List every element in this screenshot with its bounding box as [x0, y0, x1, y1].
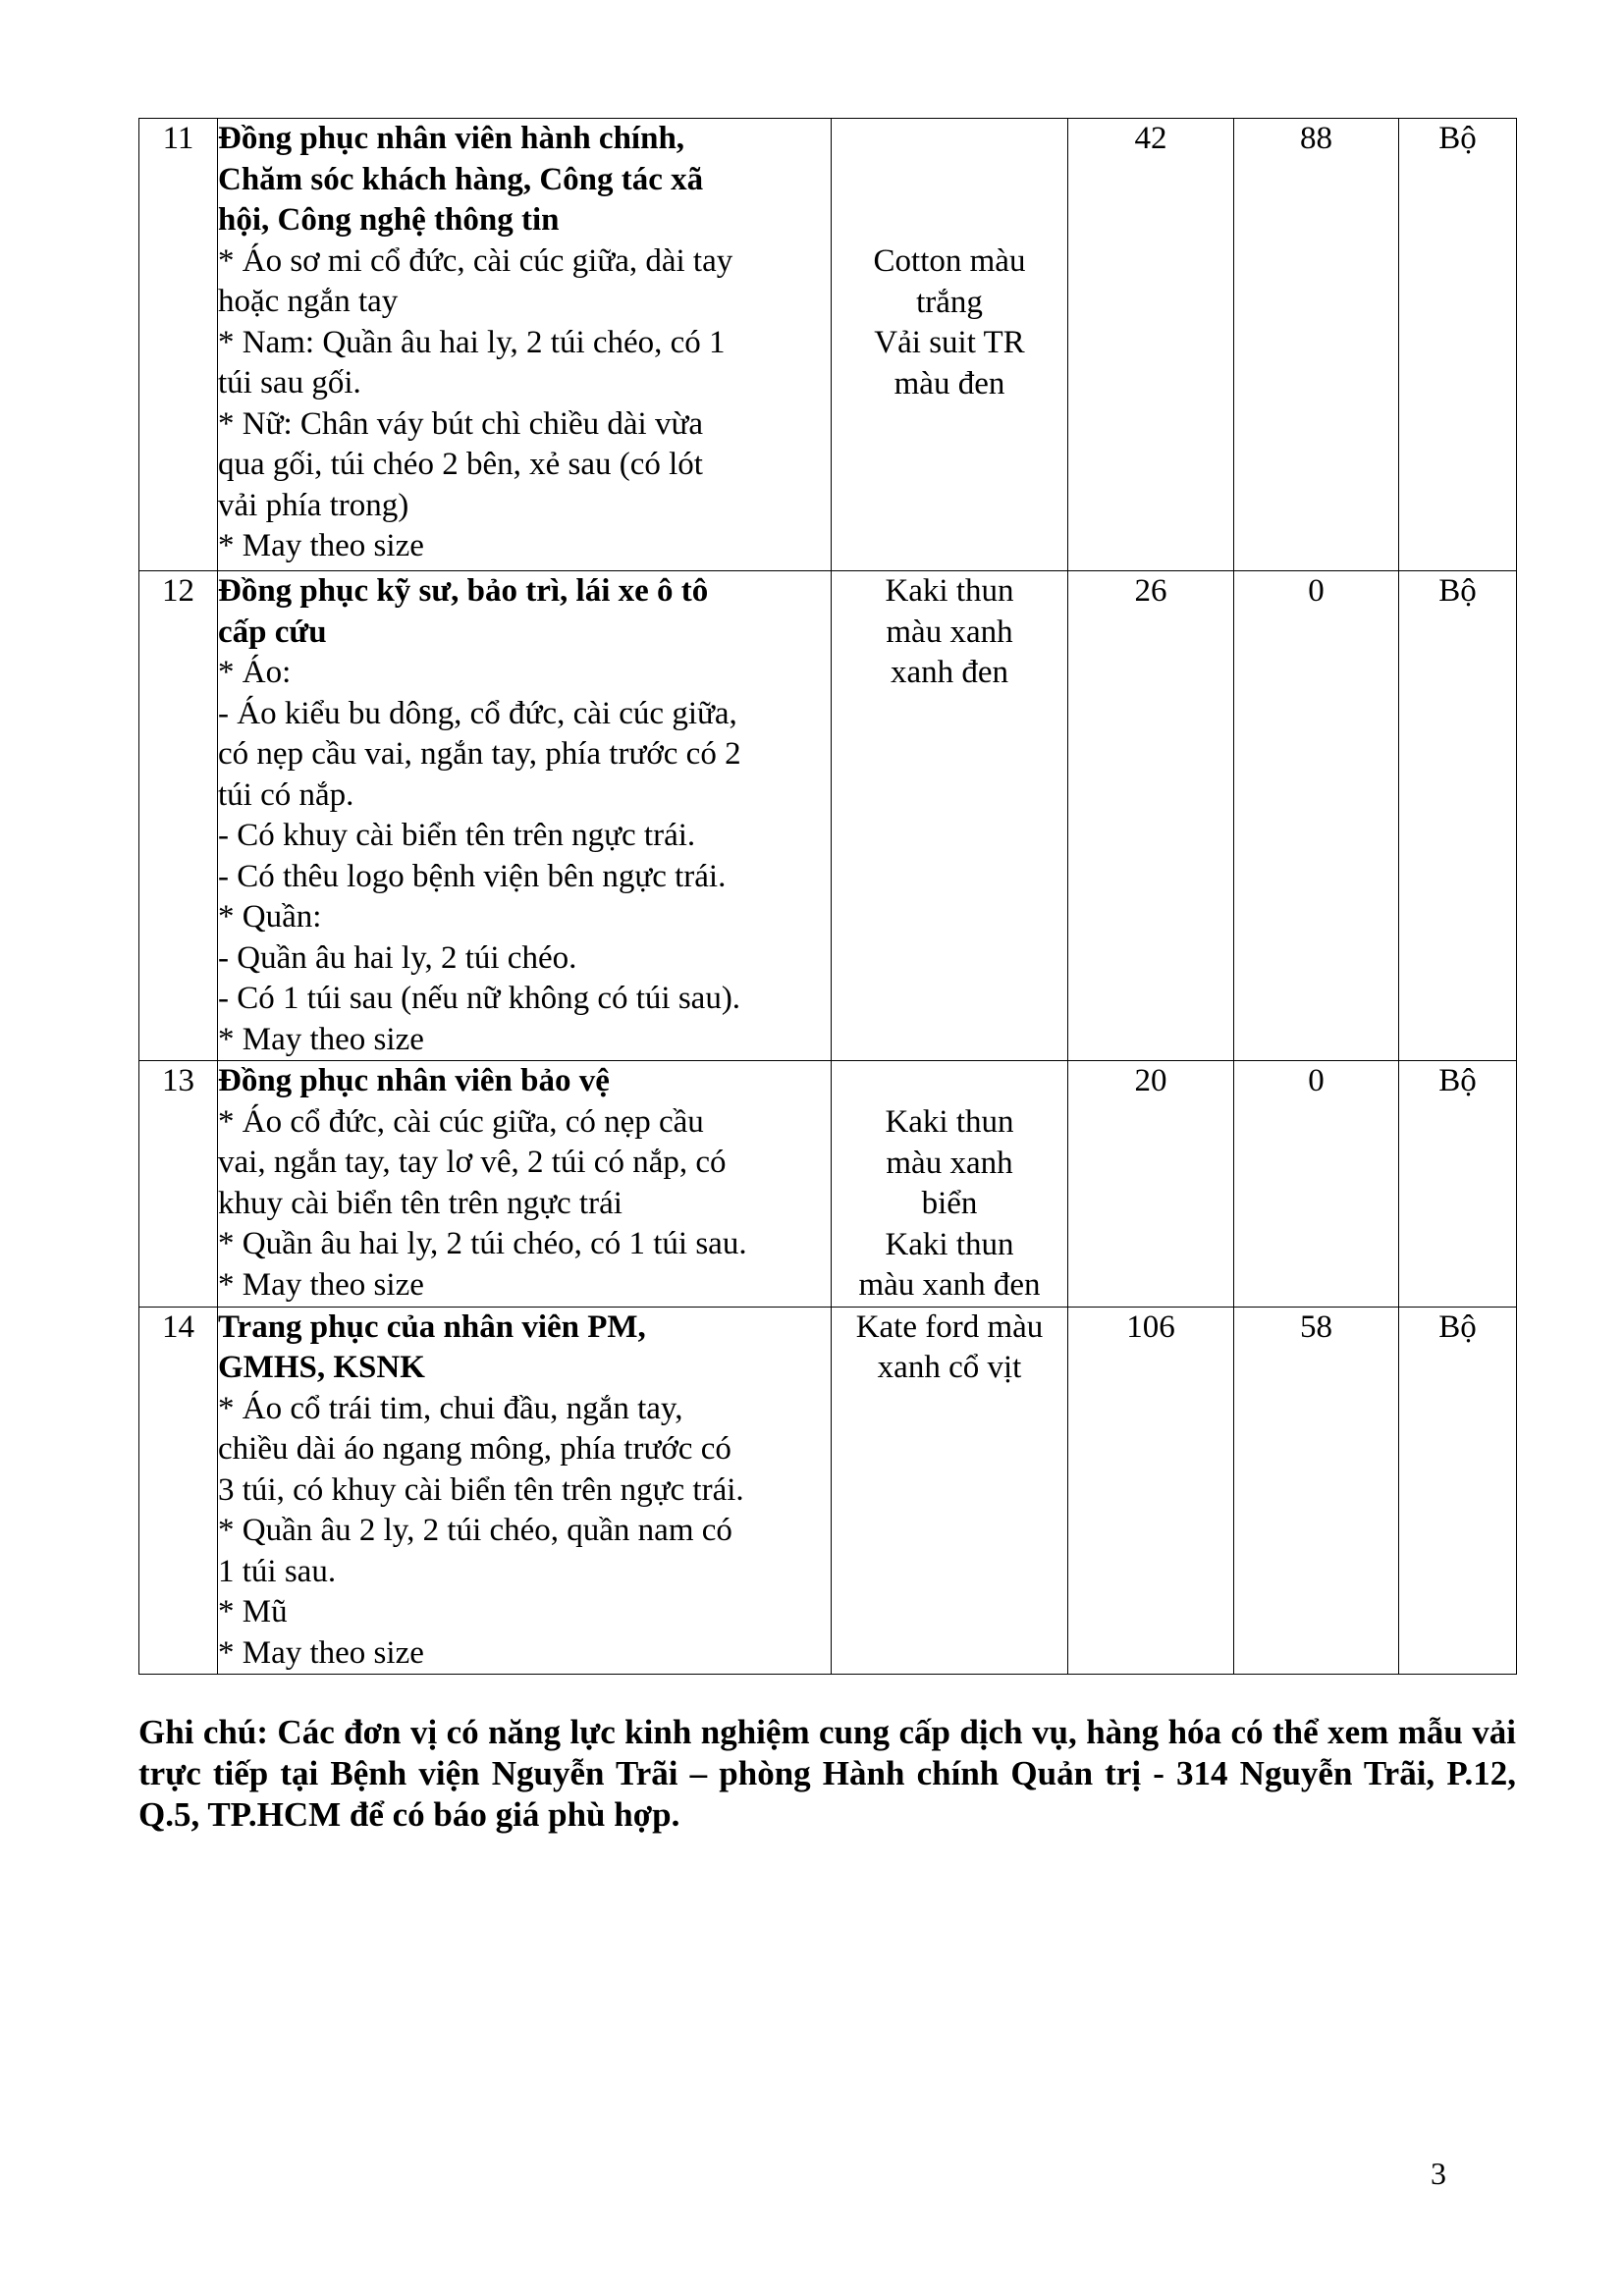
item-title-line: Trang phục của nhân viên PM, [218, 1308, 646, 1345]
item-detail-line: * May theo size [218, 1021, 424, 1057]
item-detail-line: * Mũ [218, 1594, 288, 1629]
item-detail-line: vải phía trong) [218, 487, 409, 523]
quantity-1: 26 [1068, 571, 1234, 1061]
table-row [139, 1061, 1517, 1308]
item-description [218, 1061, 832, 1308]
item-detail-line: * Áo sơ mi cổ đức, cài cúc giữa, dài tay [218, 242, 733, 279]
item-detail-line: - Có khuy cài biển tên trên ngực trái. [218, 818, 696, 853]
item-detail-line: có nẹp cầu vai, ngắn tay, phía trước có 2 [218, 736, 741, 772]
item-material [832, 119, 1068, 571]
material-line: Kaki thun [885, 1104, 1014, 1140]
row-number: 14 [139, 1307, 218, 1675]
item-detail-line: * May theo size [218, 1634, 424, 1671]
item-description [218, 571, 832, 1061]
item-detail-line: * Áo: [218, 655, 292, 690]
note-paragraph: Ghi chú: Các đơn vị có năng lực kinh nghiệm cung cấp dịch vụ, hàng hóa có thể xem mẫu vải trực tiếp tại Bệnh viện Nguyễn Trãi – phòng Hành chính Quản trị - 314 Nguyễn Trãi, P.12, Q.5, TP.HCM để có báo giá phù hợp. [138, 1713, 1516, 1834]
item-material [832, 1061, 1068, 1308]
item-detail-line: - Áo kiểu bu dông, cổ đức, cài cúc giữa, [218, 695, 737, 731]
item-description [218, 1307, 832, 1675]
item-detail-line: chiều dài áo ngang mông, phía trước có [218, 1431, 731, 1467]
item-material [832, 1307, 1068, 1675]
row-number: 13 [139, 1061, 218, 1308]
item-detail-line: vai, ngắn tay, tay lơ vê, 2 túi có nắp, có [218, 1145, 727, 1180]
item-detail-line: - Có thêu logo bệnh viện bên ngực trái. [218, 858, 727, 894]
item-detail-line: qua gối, túi chéo 2 bên, xẻ sau (có lót [218, 447, 703, 482]
item-detail-line: túi có nắp. [218, 776, 354, 813]
item-detail-line: * Áo cổ đức, cài cúc giữa, có nẹp cầu [218, 1103, 704, 1140]
item-material [832, 571, 1068, 1061]
quantity-2: 88 [1234, 119, 1399, 571]
item-title-line: Chăm sóc khách hàng, Công tác xã [218, 161, 704, 197]
item-detail-line: * May theo size [218, 528, 424, 563]
item-detail-line: * Nữ: Chân váy bút chì chiều dài vừa [218, 405, 703, 442]
unit: Bộ [1399, 119, 1517, 571]
material-line: màu đen [893, 365, 1005, 401]
material-line: xanh cổ vịt [877, 1350, 1022, 1385]
item-title-line: Đồng phục kỹ sư, bảo trì, lái xe ô tô [218, 573, 709, 609]
quantity-1: 106 [1068, 1307, 1234, 1675]
item-detail-line: khuy cài biển tên trên ngực trái [218, 1185, 623, 1221]
material-line: biển [921, 1186, 978, 1221]
unit: Bộ [1399, 1061, 1517, 1308]
item-title-line: GMHS, KSNK [218, 1350, 425, 1385]
material-line: Kaki thun [885, 1226, 1014, 1262]
item-detail-line: * Áo cổ trái tim, chui đầu, ngắn tay, [218, 1390, 683, 1426]
quantity-2: 0 [1234, 1061, 1399, 1308]
quantity-2: 0 [1234, 571, 1399, 1061]
material-line: màu xanh [886, 1145, 1013, 1181]
table-row [139, 571, 1517, 1061]
material-line: màu xanh đen [858, 1267, 1041, 1303]
quantity-1: 42 [1068, 119, 1234, 571]
item-title-line: hội, Công nghệ thông tin [218, 202, 560, 238]
quantity-1: 20 [1068, 1061, 1234, 1308]
item-detail-line: hoặc ngắn tay [218, 284, 399, 319]
row-number: 11 [139, 119, 218, 571]
material-line: Kaki thun [885, 573, 1014, 609]
table-row [139, 1307, 1517, 1675]
quantity-2: 58 [1234, 1307, 1399, 1675]
item-detail-line: * Quần âu 2 ly, 2 túi chéo, quần nam có [218, 1513, 732, 1548]
item-detail-line: - Có 1 túi sau (nếu nữ không có túi sau). [218, 981, 741, 1016]
item-title-line: cấp cứu [218, 614, 327, 650]
page-number: 3 [1431, 2156, 1446, 2191]
item-detail-line: túi sau gối. [218, 365, 361, 400]
material-line: Cotton màu [873, 243, 1026, 279]
uniform-table [138, 118, 1517, 1675]
material-line: xanh đen [890, 655, 1009, 690]
material-line: Vải suit TR [874, 325, 1025, 360]
item-detail-line: * Quần âu hai ly, 2 túi chéo, có 1 túi sau. [218, 1226, 747, 1261]
unit: Bộ [1399, 1307, 1517, 1675]
table-row [139, 119, 1517, 571]
item-title-line: Đồng phục nhân viên hành chính, [218, 121, 685, 156]
unit: Bộ [1399, 571, 1517, 1061]
row-number: 12 [139, 571, 218, 1061]
item-detail-line: 3 túi, có khuy cài biển tên trên ngực trái. [218, 1471, 744, 1508]
material-line: Kate ford màu [855, 1308, 1044, 1345]
item-detail-line: * May theo size [218, 1266, 424, 1303]
item-detail-line: * Nam: Quần âu hai ly, 2 túi chéo, có 1 [218, 324, 726, 360]
item-title-line: Đồng phục nhân viên bảo vệ [218, 1063, 610, 1098]
material-line: trắng [916, 284, 983, 320]
item-detail-line: - Quần âu hai ly, 2 túi chéo. [218, 939, 577, 976]
item-detail-line: * Quần: [218, 899, 322, 934]
item-description [218, 119, 832, 571]
item-detail-line: 1 túi sau. [218, 1553, 337, 1589]
material-line: màu xanh [886, 614, 1013, 650]
